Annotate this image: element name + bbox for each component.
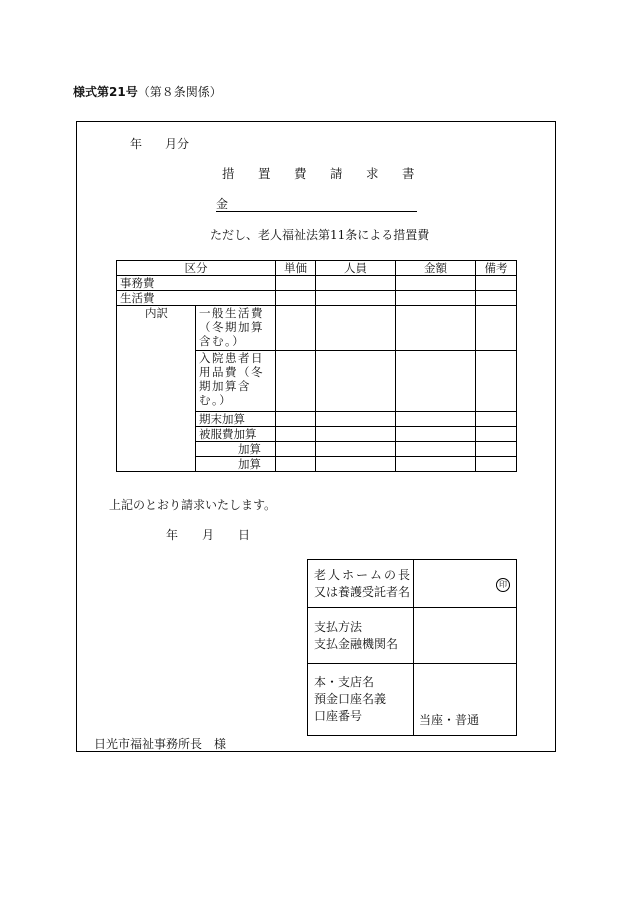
home-head-line: 老人ホームの長 xyxy=(314,567,413,582)
cell-input[interactable] xyxy=(276,442,316,457)
row-office-label: 事務費 xyxy=(117,276,276,291)
seal-mark: 印 xyxy=(496,578,510,592)
account-input[interactable] xyxy=(414,664,517,736)
cell-input[interactable] xyxy=(476,442,517,457)
row-addition-label: 加算 xyxy=(196,442,276,457)
proviso-text: ただし、老人福祉法第11条による措置費 xyxy=(210,228,430,242)
row-hospital-goods-label: 入院患者日用品費（冬期加算含む。） xyxy=(196,351,276,412)
home-head-input[interactable] xyxy=(414,560,517,608)
cell-input[interactable] xyxy=(316,276,396,291)
title-char: 書 xyxy=(402,166,415,181)
payment-method-input[interactable] xyxy=(414,608,517,664)
payment-line: 支払方法 xyxy=(314,619,363,634)
payee-table xyxy=(307,559,517,736)
form-title xyxy=(222,168,438,181)
title-char: 措 xyxy=(222,166,235,181)
cell-input[interactable] xyxy=(396,351,476,412)
row-addition-label: 加算 xyxy=(196,457,276,472)
cell-input[interactable] xyxy=(316,351,396,412)
cell-input[interactable] xyxy=(316,306,396,351)
account-line: 預金口座名義 xyxy=(314,692,387,706)
cell-input[interactable] xyxy=(316,457,396,472)
table-row xyxy=(308,608,517,664)
cell-input[interactable] xyxy=(276,351,316,412)
row-living-label: 生活費 xyxy=(117,291,276,306)
table-row xyxy=(308,560,517,608)
account-type[interactable]: 当座・普通 xyxy=(419,713,480,727)
payment-method-label xyxy=(308,608,414,664)
form-article-note: （第８条関係） xyxy=(137,85,222,99)
addressee: 日光市福祉事務所長 様 xyxy=(94,737,227,751)
header-remarks: 備考 xyxy=(476,261,517,276)
cell-input[interactable] xyxy=(276,291,316,306)
header-amount: 金額 xyxy=(396,261,476,276)
cell-input[interactable] xyxy=(316,442,396,457)
amount-label: 金 xyxy=(216,197,229,211)
cell-input[interactable] xyxy=(476,412,517,427)
date-day: 日 xyxy=(238,528,251,542)
cell-input[interactable] xyxy=(316,291,396,306)
title-char: 求 xyxy=(366,166,379,181)
cell-input[interactable] xyxy=(476,306,517,351)
table-header-row xyxy=(117,261,517,276)
row-general-living-label: 一般生活費（冬期加算含む。） xyxy=(196,306,276,351)
header-persons: 人員 xyxy=(316,261,396,276)
cell-input[interactable] xyxy=(476,276,517,291)
table-row xyxy=(117,276,517,291)
cell-input[interactable] xyxy=(396,442,476,457)
account-line: 本・支店名 xyxy=(314,675,375,689)
cell-input[interactable] xyxy=(396,276,476,291)
row-year-end-label: 期末加算 xyxy=(196,412,276,427)
row-clothing-label: 被服費加算 xyxy=(196,427,276,442)
payment-line: 支払金融機関名 xyxy=(314,636,399,651)
table-row xyxy=(308,664,517,736)
cell-input[interactable] xyxy=(276,306,316,351)
date-year: 年 xyxy=(166,528,179,542)
cell-input[interactable] xyxy=(276,457,316,472)
title-char: 請 xyxy=(330,166,343,181)
date-month: 月 xyxy=(202,528,215,542)
cell-input[interactable] xyxy=(476,427,517,442)
form-number: 様式第21号 xyxy=(73,85,138,99)
cell-input[interactable] xyxy=(396,291,476,306)
cell-input[interactable] xyxy=(476,291,517,306)
cell-input[interactable] xyxy=(396,427,476,442)
cell-input[interactable] xyxy=(476,457,517,472)
request-text: 上記のとおり請求いたします。 xyxy=(109,498,277,512)
amount-input-line[interactable] xyxy=(216,211,417,212)
account-label xyxy=(308,664,414,736)
row-breakdown-label: 内訳 xyxy=(117,306,196,472)
header-category: 区分 xyxy=(117,261,276,276)
home-head-line: 又は養護受託者名 xyxy=(314,584,411,599)
title-char: 置 xyxy=(258,166,271,181)
cell-input[interactable] xyxy=(276,412,316,427)
table-row xyxy=(117,291,517,306)
period-month: 月分 xyxy=(165,137,190,151)
account-line: 口座番号 xyxy=(314,709,363,723)
home-head-label xyxy=(308,560,414,608)
cell-input[interactable] xyxy=(276,276,316,291)
title-char: 費 xyxy=(294,166,307,181)
cell-input[interactable] xyxy=(396,412,476,427)
cell-input[interactable] xyxy=(396,306,476,351)
cell-input[interactable] xyxy=(396,457,476,472)
cell-input[interactable] xyxy=(276,427,316,442)
cell-input[interactable] xyxy=(316,427,396,442)
period-year: 年 xyxy=(130,137,143,151)
cell-input[interactable] xyxy=(476,351,517,412)
cell-input[interactable] xyxy=(316,412,396,427)
header-unit-price: 単価 xyxy=(276,261,316,276)
expense-table xyxy=(116,260,517,472)
table-row xyxy=(117,306,517,351)
